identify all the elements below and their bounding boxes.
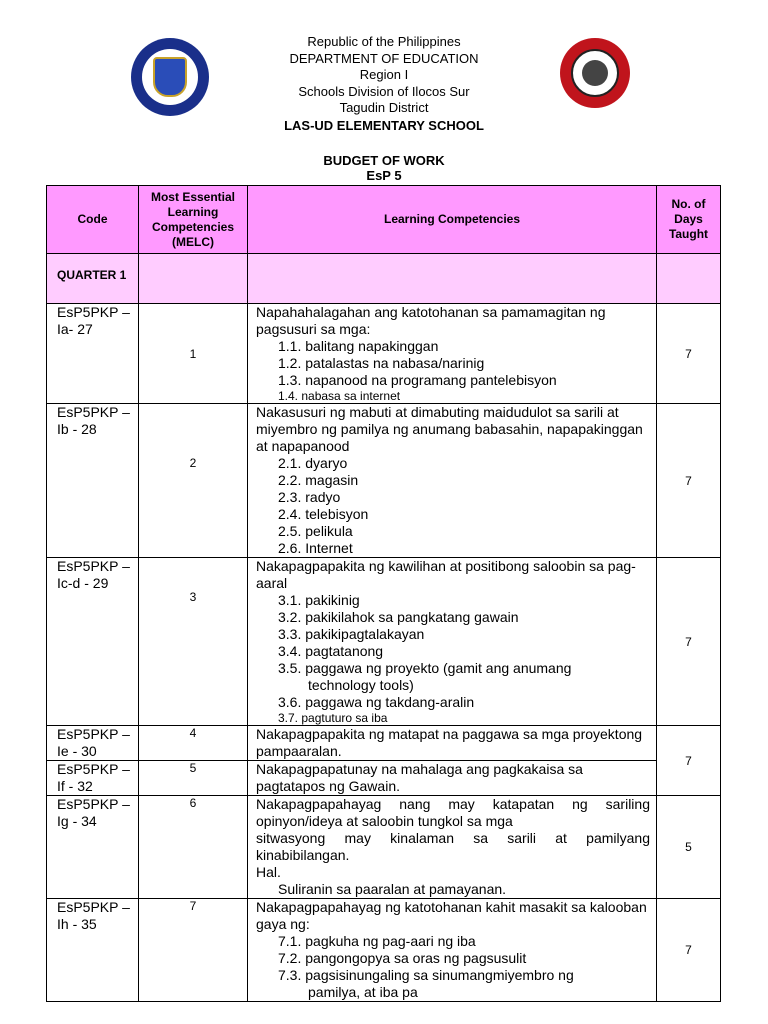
competency-item (278, 967, 650, 1001)
competency-cell (248, 899, 657, 1002)
competency-item: 1.1. balitang napakinggan (278, 338, 439, 354)
competency-item: 1.2. patalastas na nabasa/narinig (278, 355, 485, 371)
title-text: BUDGET OF WORK (323, 153, 445, 168)
competency-item: 7.2. pangongopya sa oras ng pagsusulit (278, 950, 527, 966)
competency-lead: Nakasusuri ng mabuti at dimabuting maidudulot sa sarili at miyembro ng pamilya ng anumang babasahin, napapakinggan at napapanood (256, 404, 643, 454)
header-days: No. of Days Taught (657, 186, 721, 254)
competency-cell (248, 558, 657, 726)
competency-item: 1.3. napanood na programang pantelebisyon (278, 372, 557, 388)
table-row (47, 761, 721, 796)
melc-cell: 7 (139, 899, 248, 1002)
table-row (47, 899, 721, 1002)
competency-lead: Nakapagpapahayag nang may katapatan ng sariling opinyon/ideya at saloobin tungkol sa mga (256, 796, 650, 829)
days-cell: 7 (657, 899, 721, 1002)
quarter-cell (139, 254, 248, 304)
example-label: Hal. (256, 864, 281, 880)
quarter-cell (657, 254, 721, 304)
competency-cell: Nakapagpapakita ng matapat na paggawa sa mga proyektong pampaaralan. (248, 726, 657, 761)
competency-item: 3.2. pakikilahok sa pangkatang gawain (278, 609, 519, 625)
melc-cell (139, 404, 248, 558)
days-cell: 5 (657, 796, 721, 899)
table-row (47, 304, 721, 404)
header-line: Region I (359, 67, 409, 82)
competency-item: 2.2. magasin (278, 472, 359, 488)
quarter-row (47, 254, 721, 304)
header-competencies: Learning Competencies (248, 186, 657, 254)
days-cell: 7 (657, 558, 721, 726)
code-cell: EsP5PKP – Ih - 35 (47, 899, 139, 1002)
competency-cell: Nakapagpapatunay na mahalaga ang pagkakaisa sa pagtatapos ng Gawain. (248, 761, 657, 796)
example-text: Suliranin sa paaralan at pamayanan. (278, 881, 507, 897)
competency-cell (248, 796, 657, 899)
days-cell: 7 (657, 404, 721, 558)
competency-item (278, 660, 650, 694)
competency-item-continuation: technology tools) (308, 677, 414, 693)
competency-lead: Nakapagpapakita ng kawilihan at positibong saloobin sa pag-aaral (256, 558, 636, 591)
melc-number: 1 (189, 346, 197, 361)
school-name: LAS-UD ELEMENTARY SCHOOL (284, 117, 484, 133)
table-row (47, 796, 721, 899)
competency-lead-continued: sitwasyong may kinalaman sa sarili at pamilyang kinabibilangan. (256, 830, 650, 863)
competency-lead: Nakapagpapahayag ng katotohanan kahit masakit sa kalooban gaya ng: (256, 899, 647, 932)
competency-item: 3.7. pagtuturo sa iba (278, 711, 388, 725)
code-cell: EsP5PKP – If - 32 (47, 761, 139, 796)
competency-item-text: 7.3. pagsisinungaling sa sinumangmiyembro ng (278, 967, 574, 983)
melc-cell: 5 (139, 761, 248, 796)
competency-item: 2.3. radyo (278, 489, 341, 505)
table-row (47, 404, 721, 558)
melc-cell (139, 558, 248, 726)
quarter-cell (248, 254, 657, 304)
subject-text: EsP 5 (366, 168, 402, 183)
code-cell: EsP5PKP – Ib - 28 (47, 404, 139, 558)
code-cell: EsP5PKP – Ia- 27 (47, 304, 139, 404)
table-header-row (47, 186, 721, 254)
melc-cell: 6 (139, 796, 248, 899)
quarter-label: QUARTER 1 (47, 254, 139, 304)
document-title (0, 153, 768, 183)
melc-number: 3 (189, 590, 197, 604)
competency-item: 3.4. pagtatanong (278, 643, 384, 659)
header-line: DEPARTMENT OF EDUCATION (289, 50, 479, 66)
competency-item: 1.4. nabasa sa internet (278, 389, 401, 403)
table-row (47, 558, 721, 726)
competency-lead: Napahahalagahan ang katotohanan sa pamamagitan ng pagsusuri sa mga: (256, 304, 606, 337)
competency-cell (248, 404, 657, 558)
letterhead (0, 34, 768, 134)
code-cell: EsP5PKP – Ie - 30 (47, 726, 139, 761)
melc-cell (139, 304, 248, 404)
competency-cell (248, 304, 657, 404)
header-code: Code (47, 186, 139, 254)
melc-cell: 4 (139, 726, 248, 761)
competency-item: 3.3. pakikipagtalakayan (278, 626, 425, 642)
header-line: Republic of the Philippines (307, 34, 461, 49)
melc-number: 2 (189, 456, 197, 470)
competency-item: 2.4. telebisyon (278, 506, 369, 522)
header-line: Schools Division of Ilocos Sur (298, 83, 470, 99)
code-cell: EsP5PKP – Ic-d - 29 (47, 558, 139, 726)
days-cell: 7 (657, 304, 721, 404)
days-cell: 7 (657, 726, 721, 796)
budget-of-work-table (46, 185, 721, 1002)
header-line: Tagudin District (339, 100, 429, 115)
header-melc: Most Essential Learning Competencies (MELC) (139, 186, 248, 254)
competency-item: 3.6. paggawa ng takdang-aralin (278, 694, 475, 710)
competency-item-continuation: pamilya, at iba pa (308, 984, 418, 1000)
table-row (47, 726, 721, 761)
competency-item-text: 3.5. paggawa ng proyekto (gamit ang anumang (278, 660, 572, 676)
competency-item: 2.6. Internet (278, 540, 353, 556)
competency-item: 3.1. pakikinig (278, 592, 360, 608)
competency-item: 2.1. dyaryo (278, 455, 348, 471)
competency-item: 7.1. pagkuha ng pag-aari ng iba (278, 933, 476, 949)
code-cell: EsP5PKP – Ig - 34 (47, 796, 139, 899)
competency-item: 2.5. pelikula (278, 523, 353, 539)
